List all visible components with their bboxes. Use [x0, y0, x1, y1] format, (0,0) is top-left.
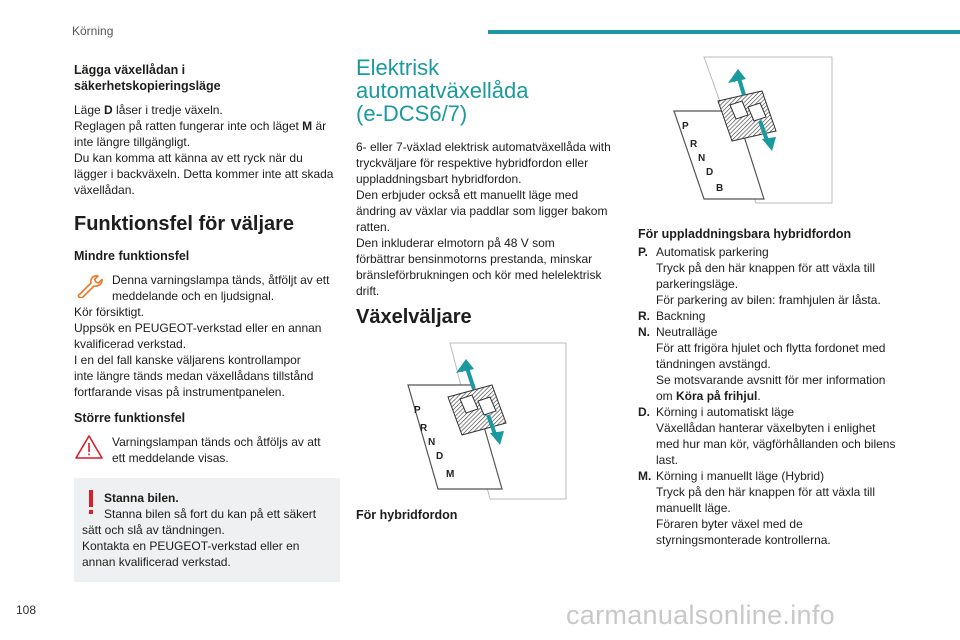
- heading-plugin-hybrid: För uppladdningsbara hybridfordon: [638, 227, 852, 241]
- minor-warning-row: [74, 272, 340, 304]
- gear-letter-d: D: [436, 451, 444, 462]
- gear-selector-plugin-hybrid-illustration: [664, 55, 834, 205]
- heading-gear-selector: Växelväljare: [356, 306, 472, 328]
- warning-triangle-icon: [74, 434, 104, 460]
- heading-minor-malfunction: Mindre funktionsfel: [74, 249, 190, 263]
- heading-selector-malfunction: Funktionsfel för väljare: [74, 213, 295, 235]
- page-number: 108: [16, 603, 37, 617]
- list-item-p: P. Automatisk parkering Tryck på den här knappen för att växla till parkeringsläge. För parkering av bilen: framhjulen är låsta.: [638, 245, 881, 307]
- column-left: [74, 58, 340, 582]
- gear-letter-m: M: [446, 469, 455, 480]
- gear-letter-n: N: [428, 437, 436, 448]
- wrench-icon: [74, 272, 104, 298]
- intro-text: 6- eller 7-växlad elektrisk automatväxellåda with tryckväljare för respektive hybridfordon eller uppladdningsbart hybridfordon. Den erbjuder också ett manuellt läge med ändring av växlar via paddlar som ligger bakom ratten. Den inkluderar elmotorn på 48 V som förbättrar bensinmotorns prestanda, minskar bränsleförbrukningen och kör med helelektrisk drift.: [356, 140, 611, 298]
- watermark: carmanualsonline.info: [566, 600, 835, 630]
- major-warning-row: [74, 434, 340, 466]
- gear-letter-b2: B: [716, 183, 724, 194]
- gear-letter-r: R: [420, 423, 428, 434]
- minor-warning-text: Denna varningslampa tänds, åtföljt av ett meddelande och en ljudsignal.: [112, 273, 330, 303]
- header-accent-bar: [488, 30, 960, 34]
- column-right: [638, 226, 898, 548]
- gear-letter-p: P: [414, 405, 421, 416]
- stop-vehicle-alert: [74, 478, 340, 582]
- gear-letter-p2: P: [682, 121, 689, 132]
- link-coast-mode: Köra på frihjul: [676, 389, 758, 403]
- list-item-n: N. Neutralläge För att frigöra hjulet och flytta fordonet med tändningen avstängd. Se motsvarande avsnitt för mer information om Köra på frihjul.: [638, 325, 886, 403]
- heading-major-malfunction: Större funktionsfel: [74, 411, 186, 425]
- gear-letter-d2: D: [706, 167, 714, 178]
- list-item-r: R. Backning: [638, 309, 706, 323]
- caption-hybrid: För hybridfordon: [356, 508, 458, 522]
- exclamation-icon: [88, 490, 94, 516]
- list-item-d: D. Körning i automatiskt läge Växellådan hanterar växelbyten i enlighet med hur man kör, vägförhållanden och bilens last.: [638, 405, 896, 467]
- gear-letter-r2: R: [690, 139, 698, 150]
- gear-selector-hybrid-illustration: [390, 341, 570, 501]
- section-title: Elektrisk automatväxellåda (e-DCS6/7): [356, 55, 529, 126]
- column-middle: [356, 56, 622, 531]
- gear-letter-n2: N: [698, 153, 706, 164]
- list-item-m: M. Körning i manuellt läge (Hybrid) Tryck på den här knappen för att växla till manuellt läge. Föraren byter växel med de styrningsmonterade kontrollerna.: [638, 469, 875, 547]
- minor-malfunction-text: Kör försiktigt. Uppsök en PEUGEOT-verkstad eller en annan kvalificerad verkstad. I en del fall kanske väljarens kontrollampor inte längre tänds medan växellådans tillstånd fortfarande visas på instrumentpanelen.: [74, 305, 322, 399]
- major-warning-text: Varningslampan tänds och åtföljs av att ett meddelande visas.: [112, 435, 321, 465]
- alert-title: Stanna bilen.: [104, 491, 179, 505]
- backup-mode-text: Läge D låser i tredje växeln. Reglagen på ratten fungerar inte och läget M är inte längre tillgängligt. Du kan komma att känna av ett ryck när du lägger i backväxeln. Detta kommer inte att skada växellådan.: [74, 103, 334, 197]
- heading-backup-mode: Lägga växellådan i säkerhetskopieringsläge: [74, 63, 221, 93]
- alert-text: Stanna bilen så fort du kan på ett säkert sätt och slå av tändningen. Kontakta en PEUGEOT-verkstad eller en annan kvalificerad verkstad.: [82, 507, 317, 569]
- header-section-label: Körning: [72, 24, 114, 38]
